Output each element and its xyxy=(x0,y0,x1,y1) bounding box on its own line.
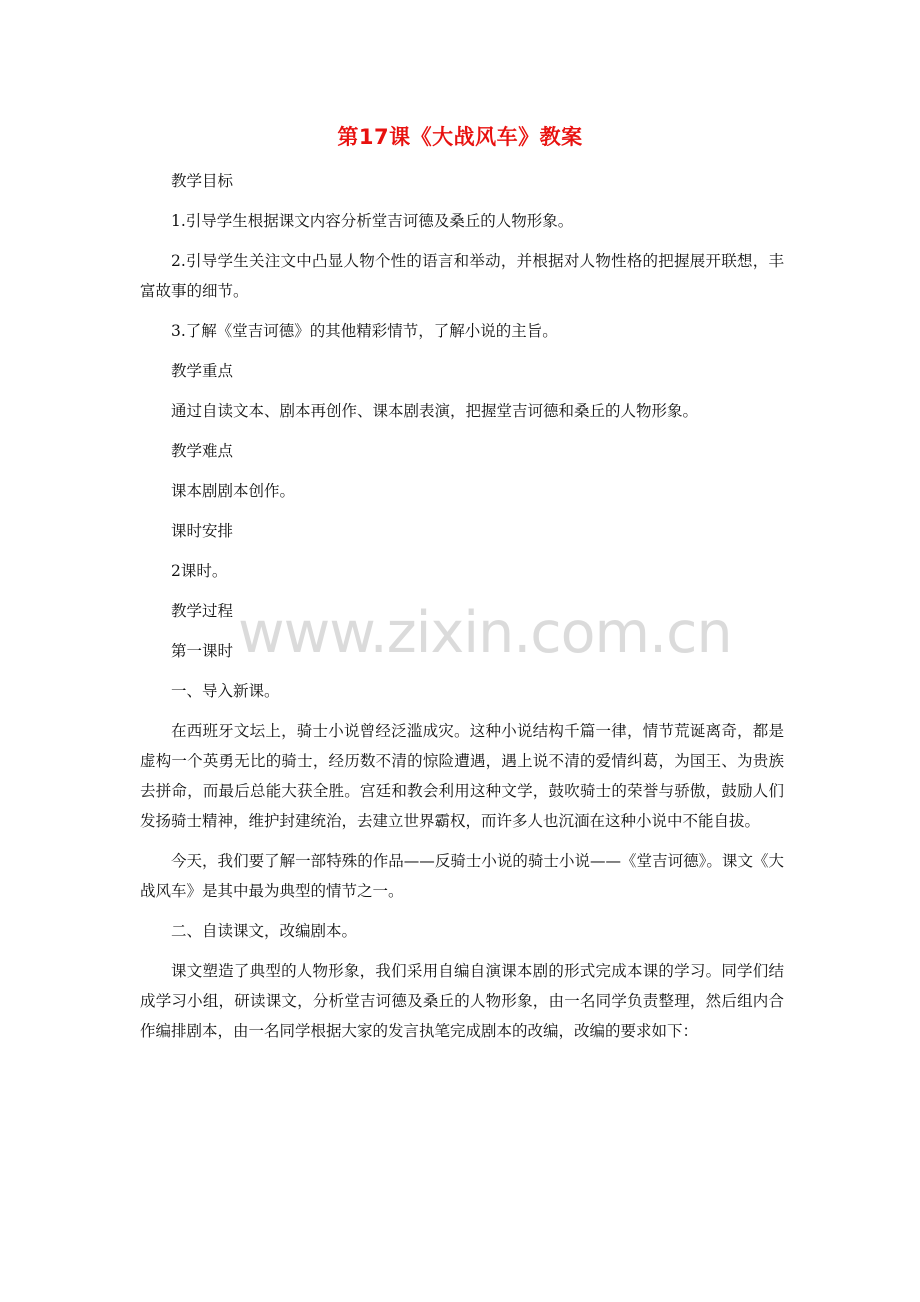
document-body xyxy=(140,166,784,1056)
document-title: 第17课《大战风车》教案 xyxy=(337,125,583,149)
paragraph: 课文塑造了典型的人物形象，我们采用自编自演课本剧的形式完成本课的学习。同学们结成学习小组，研读课文，分析堂吉诃德及桑丘的人物形象，由一名同学负责整理，然后组内合作编排剧本，由一名同学根据大家的发言执笔完成剧本的改编，改编的要求如下： xyxy=(140,962,784,1040)
watermark: www.zixin.com.cn xyxy=(238,600,732,666)
paragraph: 3.了解《堂吉诃德》的其他精彩情节，了解小说的主旨。 xyxy=(171,322,558,340)
paragraph: 通过自读文本、剧本再创作、课本剧表演，把握堂吉诃德和桑丘的人物形象。 xyxy=(171,402,699,420)
paragraph: 教学目标 xyxy=(171,172,234,190)
paragraph: 课时安排 xyxy=(171,522,234,540)
paragraph: 2.引导学生关注文中凸显人物个性的语言和举动，并根据对人物性格的把握展开联想，丰富故事的细节。 xyxy=(140,252,784,300)
paragraph: 一、导入新课。 xyxy=(171,682,280,700)
paragraph: 今天，我们要了解一部特殊的作品——反骑士小说的骑士小说——《堂吉诃德》。课文《大战风车》是其中最为典型的情节之一。 xyxy=(140,852,784,900)
paragraph: 教学过程 xyxy=(171,602,234,620)
paragraph: 二、自读课文，改编剧本。 xyxy=(171,922,358,940)
paragraph: 第一课时 xyxy=(171,642,234,660)
paragraph: 2课时。 xyxy=(171,562,228,580)
paragraph: 在西班牙文坛上，骑士小说曾经泛滥成灾。这种小说结构千篇一律，情节荒诞离奇，都是虚构一个英勇无比的骑士，经历数不清的惊险遭遇，遇上说不清的爱情纠葛，为国王、为贵族去拼命，而最后总能大获全胜。宫廷和教会利用这种文学，鼓吹骑士的荣誉与骄傲，鼓励人们发扬骑士精神，维护封建统治，去建立世界霸权，而许多人也沉湎在这种小说中不能自拔。 xyxy=(140,722,784,830)
paragraph: 课本剧剧本创作。 xyxy=(171,482,296,500)
paragraph: 教学难点 xyxy=(171,442,234,460)
paragraph: 教学重点 xyxy=(171,362,234,380)
paragraph: 1.引导学生根据课文内容分析堂吉诃德及桑丘的人物形象。 xyxy=(171,212,574,230)
